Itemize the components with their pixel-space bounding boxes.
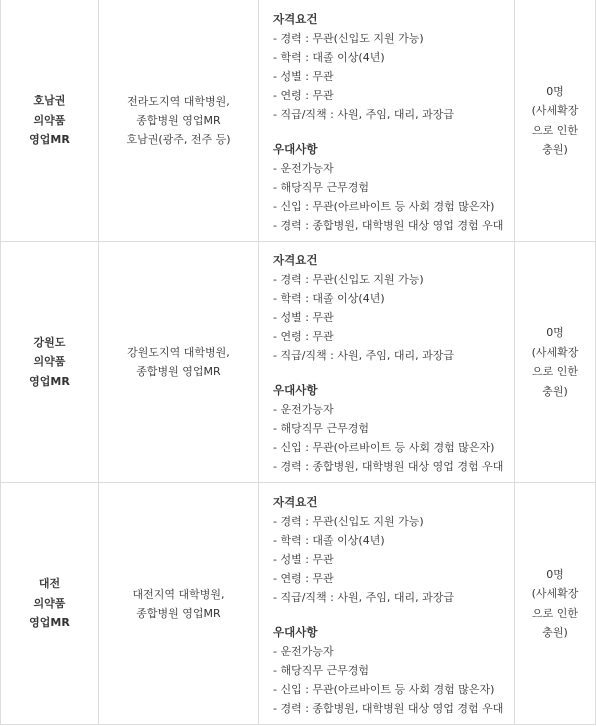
requirement-item: - 경력 : 무관(신입도 지원 가능)	[273, 31, 424, 45]
area-line: 강원도지역 대학병원,	[127, 346, 230, 359]
preference-item: - 해당직무 근무경험	[273, 663, 369, 677]
table-row	[1, 483, 596, 725]
requirement-item: - 연령 : 무관	[273, 88, 334, 102]
preference-item: - 해당직무 근무경험	[273, 180, 369, 194]
preference-item: - 운전가능자	[273, 644, 334, 658]
preferences-heading: 우대사항	[273, 383, 318, 397]
headcount-line: 으로 인한	[531, 365, 578, 378]
requirement-item: - 성별 : 무관	[273, 552, 334, 566]
requirement-item: - 성별 : 무관	[273, 69, 334, 83]
requirement-item: - 학력 : 대졸 이상(4년)	[273, 533, 385, 547]
headcount-cell	[515, 483, 596, 725]
requirements-heading: 자격요건	[273, 253, 318, 267]
area-line: 대전지역 대학병원,	[132, 587, 225, 601]
region-line: 강원도	[33, 335, 66, 349]
preferences-heading: 우대사항	[273, 141, 318, 156]
requirement-item: - 직급/직책 : 사원, 주임, 대리, 과장급	[273, 107, 454, 121]
region-line: 의약품	[33, 355, 66, 369]
area-line: 종합병원 영업MR	[136, 606, 221, 620]
region-line: 영업MR	[29, 616, 70, 630]
preference-item: - 경력 : 종합병원, 대학병원 대상 영업 경험 우대	[273, 218, 504, 232]
requirements-heading: 자격요건	[273, 494, 318, 509]
details-cell	[259, 483, 515, 725]
area-cell	[99, 242, 259, 483]
headcount-line: (사세확장	[531, 104, 579, 117]
preferences-heading: 우대사항	[273, 624, 318, 639]
headcount-line: 0명	[546, 326, 564, 339]
headcount-line: (사세확장	[531, 587, 579, 600]
details-cell	[259, 242, 515, 483]
requirement-item: - 경력 : 무관(신입도 지원 가능)	[273, 514, 424, 528]
region-cell	[1, 242, 99, 483]
table-row	[1, 0, 596, 242]
headcount-cell	[515, 0, 596, 242]
region-line: 의약품	[33, 113, 66, 127]
region-cell	[1, 483, 99, 725]
area-cell	[99, 483, 259, 725]
requirement-item: - 연령 : 무관	[273, 571, 334, 585]
preference-item: - 신입 : 무관(아르바이트 등 사회 경험 많은자)	[273, 682, 495, 696]
region-line: 의약품	[33, 596, 66, 610]
requirement-item: - 경력 : 무관(신입도 지원 가능)	[273, 273, 424, 286]
requirement-item: - 직급/직책 : 사원, 주임, 대리, 과장급	[273, 349, 454, 362]
headcount-cell	[515, 242, 596, 483]
headcount-line: (사세확장	[531, 345, 579, 359]
area-cell	[99, 0, 259, 242]
area-line: 종합병원 영업MR	[136, 114, 221, 127]
preference-item: - 해당직무 근무경험	[273, 422, 369, 435]
preference-item: - 신입 : 무관(아르바이트 등 사회 경험 많은자)	[273, 441, 495, 454]
headcount-line: 으로 인한	[531, 606, 578, 620]
region-line: 영업MR	[29, 374, 70, 388]
area-line: 호남권(광주, 전주 등)	[126, 133, 231, 146]
requirement-item: - 연령 : 무관	[273, 330, 334, 343]
requirement-item: - 성별 : 무관	[273, 311, 334, 324]
headcount-line: 충원)	[542, 626, 568, 639]
region-cell	[1, 0, 99, 242]
preference-item: - 경력 : 종합병원, 대학병원 대상 영업 경험 우대	[273, 460, 504, 473]
preference-item: - 경력 : 종합병원, 대학병원 대상 영업 경험 우대	[273, 701, 504, 715]
headcount-line: 충원)	[542, 384, 568, 398]
preference-item: - 운전가능자	[273, 403, 334, 416]
headcount-line: 0명	[546, 84, 564, 98]
details-cell	[259, 0, 515, 242]
region-line: 호남권	[33, 94, 66, 108]
requirement-item: - 학력 : 대졸 이상(4년)	[273, 50, 385, 64]
area-line: 전라도지역 대학병원,	[127, 95, 230, 108]
requirements-heading: 자격요건	[273, 11, 318, 26]
headcount-line: 0명	[546, 567, 564, 581]
region-line: 대전	[38, 577, 61, 591]
headcount-line: 충원)	[542, 143, 568, 156]
table-row	[1, 242, 596, 483]
area-line: 종합병원 영업MR	[136, 365, 221, 378]
requirement-item: - 직급/직책 : 사원, 주임, 대리, 과장급	[273, 590, 454, 604]
headcount-line: 으로 인한	[531, 123, 578, 137]
region-line: 영업MR	[29, 133, 70, 147]
requirement-item: - 학력 : 대졸 이상(4년)	[273, 292, 385, 305]
preference-item: - 신입 : 무관(아르바이트 등 사회 경험 많은자)	[273, 199, 495, 213]
preference-item: - 운전가능자	[273, 161, 334, 175]
